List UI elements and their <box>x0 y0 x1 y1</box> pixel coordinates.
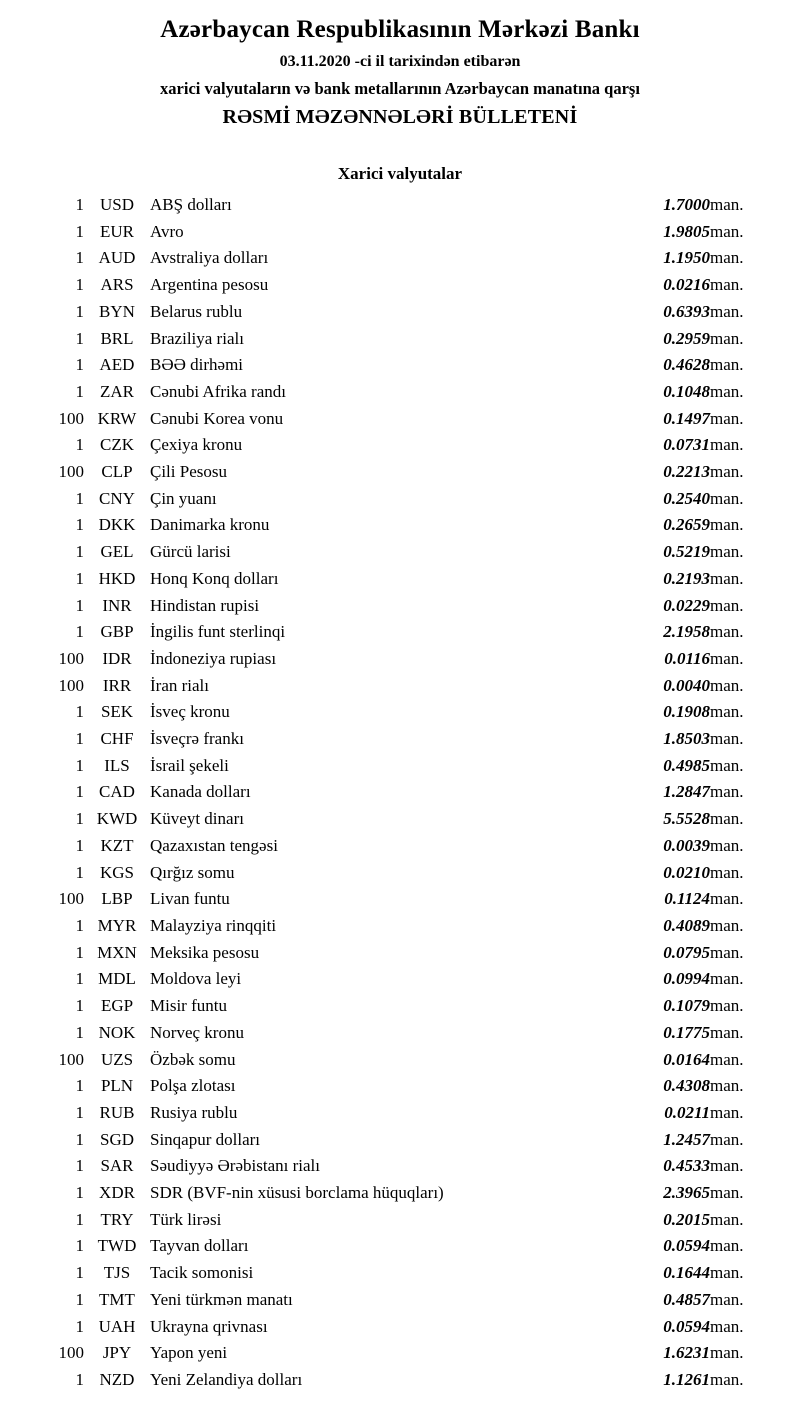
currency-unit: man. <box>710 1289 744 1309</box>
currency-unit: man. <box>710 1183 744 1203</box>
table-row <box>28 1340 772 1367</box>
table-row <box>28 1127 772 1154</box>
currency-name: Rusiya rublu <box>150 1102 238 1122</box>
currency-rate: 2.3965 <box>663 1183 710 1203</box>
currency-unit: man. <box>710 862 744 882</box>
currency-rate: 0.2959 <box>663 328 710 348</box>
table-row <box>28 245 772 272</box>
currency-unit: man. <box>710 675 744 695</box>
currency-code: UAH <box>98 1316 136 1336</box>
currency-code: XDR <box>99 1183 135 1203</box>
currency-rate: 0.0116 <box>664 648 710 668</box>
currency-rate: 1.7000 <box>663 195 710 214</box>
currency-quantity: 1 <box>75 1102 84 1122</box>
currency-unit: man. <box>710 542 744 562</box>
currency-quantity: 1 <box>75 1129 84 1149</box>
currency-code: BYN <box>99 301 135 321</box>
currency-name: Yapon yeni <box>150 1343 228 1363</box>
currency-rate: 0.5219 <box>663 542 710 562</box>
currency-code: KRW <box>97 408 137 428</box>
currency-name: Çexiya kronu <box>150 435 243 455</box>
currency-rate: 0.2659 <box>663 515 710 535</box>
section-title-foreign-currencies: Xarici valyutalar <box>337 164 463 183</box>
document-header <box>28 14 772 130</box>
table-row <box>28 726 772 753</box>
currency-code: NOK <box>98 1022 136 1042</box>
currency-rate: 1.2457 <box>663 1129 710 1149</box>
currency-code: CLP <box>101 462 133 482</box>
currency-unit: man. <box>710 195 744 214</box>
table-row <box>28 860 772 887</box>
currency-code: MXN <box>97 942 137 962</box>
currency-code: CHF <box>100 729 134 749</box>
currency-quantity: 1 <box>75 1369 84 1389</box>
currency-code: MDL <box>98 969 136 989</box>
currency-unit: man. <box>710 915 744 935</box>
document-subtitle: xarici valyutaların və bank metallarının Azərbaycan manatına qarşı <box>160 79 640 98</box>
currency-quantity: 1 <box>75 862 84 882</box>
currency-name: Braziliya rialı <box>150 328 244 348</box>
currency-name: Tacik somonisi <box>150 1263 254 1283</box>
currency-rate: 0.4533 <box>663 1156 710 1176</box>
currency-code: JPY <box>102 1343 132 1363</box>
table-row <box>28 1367 772 1394</box>
table-row <box>28 1233 772 1260</box>
currency-code: KZT <box>100 835 134 855</box>
currency-rate: 0.6393 <box>663 301 710 321</box>
currency-quantity: 100 <box>58 462 84 482</box>
currency-name: Çin yuanı <box>150 488 217 508</box>
currency-unit: man. <box>710 595 744 615</box>
currency-quantity: 100 <box>58 408 84 428</box>
currency-quantity: 1 <box>75 1156 84 1176</box>
currency-code: KGS <box>99 862 134 882</box>
currency-name: Avstraliya dolları <box>150 248 269 268</box>
currency-quantity: 1 <box>75 1209 84 1229</box>
currency-rate: 0.0164 <box>663 1049 710 1069</box>
currency-quantity: 1 <box>75 568 84 588</box>
currency-unit: man. <box>710 408 744 428</box>
currency-quantity: 100 <box>58 1343 84 1363</box>
currency-name: Çili Pesosu <box>150 462 227 482</box>
currency-code: ARS <box>100 275 134 295</box>
currency-unit: man. <box>710 488 744 508</box>
currency-rate: 0.0229 <box>663 595 710 615</box>
table-row <box>28 566 772 593</box>
currency-rate: 0.0594 <box>663 1316 710 1336</box>
currency-rate: 0.1908 <box>663 702 710 722</box>
currency-code: TRY <box>100 1209 134 1229</box>
currency-unit: man. <box>710 755 744 775</box>
currency-code: AUD <box>98 248 136 268</box>
currency-name: Kanada dolları <box>150 782 251 802</box>
currency-code: TJS <box>103 1263 131 1283</box>
currency-quantity: 1 <box>75 1289 84 1309</box>
currency-quantity: 1 <box>75 1076 84 1096</box>
currency-code: USD <box>99 195 134 214</box>
currency-unit: man. <box>710 435 744 455</box>
currency-code: DKK <box>98 515 136 535</box>
currency-rate: 2.1958 <box>663 622 710 642</box>
currency-code: CAD <box>99 782 135 802</box>
currency-unit: man. <box>710 835 744 855</box>
table-row <box>28 1314 772 1341</box>
currency-code: AED <box>99 355 135 375</box>
currency-code: LBP <box>101 889 133 909</box>
currency-code: RUB <box>99 1102 135 1122</box>
currency-rate: 0.2193 <box>663 568 710 588</box>
currency-code: UZS <box>100 1049 134 1069</box>
currency-unit: man. <box>710 702 744 722</box>
currency-rates-table <box>28 192 772 1394</box>
currency-name: Malayziya rinqqiti <box>150 915 277 935</box>
table-row <box>28 486 772 513</box>
currency-code: SAR <box>100 1156 134 1176</box>
currency-rate: 0.1079 <box>663 996 710 1016</box>
currency-quantity: 1 <box>75 328 84 348</box>
currency-rate: 0.0216 <box>663 275 710 295</box>
currency-rate: 0.0594 <box>663 1236 710 1256</box>
currency-rate: 0.1644 <box>663 1263 710 1283</box>
table-row <box>28 272 772 299</box>
table-row <box>28 432 772 459</box>
currency-unit: man. <box>710 1236 744 1256</box>
currency-unit: man. <box>710 1129 744 1149</box>
currency-rate: 0.4628 <box>663 355 710 375</box>
currency-unit: man. <box>710 1343 744 1363</box>
currency-unit: man. <box>710 889 744 909</box>
currency-rate: 0.0211 <box>664 1102 710 1122</box>
currency-code: CZK <box>100 435 134 455</box>
table-row <box>28 673 772 700</box>
currency-name: Gürcü larisi <box>150 542 231 562</box>
currency-code: GEL <box>100 542 134 562</box>
currency-rate: 0.4857 <box>663 1289 710 1309</box>
table-row <box>28 406 772 433</box>
table-row <box>28 352 772 379</box>
currency-code: HKD <box>98 568 136 588</box>
currency-name: Qırğız somu <box>150 862 235 882</box>
table-row <box>28 913 772 940</box>
currency-code: NZD <box>99 1369 135 1389</box>
currency-name: Sinqapur dolları <box>150 1129 261 1149</box>
currency-name: Polşa zlotası <box>150 1076 236 1096</box>
currency-name: Belarus rublu <box>150 301 243 321</box>
currency-quantity: 1 <box>75 729 84 749</box>
currency-code: MYR <box>97 915 137 935</box>
currency-name: İndoneziya rupiası <box>150 648 277 668</box>
currency-unit: man. <box>710 1049 744 1069</box>
table-row <box>28 886 772 913</box>
currency-code: CNY <box>99 488 135 508</box>
currency-quantity: 100 <box>58 675 84 695</box>
table-row <box>28 1180 772 1207</box>
currency-code: TWD <box>97 1236 137 1256</box>
currency-unit: man. <box>710 1316 744 1336</box>
currency-rate: 0.4308 <box>663 1076 710 1096</box>
currency-quantity: 1 <box>75 248 84 268</box>
currency-code: BRL <box>100 328 134 348</box>
currency-quantity: 100 <box>58 1049 84 1069</box>
bank-name-title: Azərbaycan Respublikasının Mərkəzi Bankı <box>160 16 640 43</box>
currency-unit: man. <box>710 221 744 241</box>
currency-unit: man. <box>710 969 744 989</box>
currency-rate: 0.1775 <box>663 1022 710 1042</box>
currency-quantity: 1 <box>75 515 84 535</box>
currency-code: IRR <box>102 675 132 695</box>
currency-rate: 1.8503 <box>663 729 710 749</box>
currency-quantity: 1 <box>75 755 84 775</box>
currency-code: TMT <box>99 1289 135 1309</box>
table-row <box>28 940 772 967</box>
table-row <box>28 512 772 539</box>
currency-code: PLN <box>100 1076 134 1096</box>
currency-rate: 1.6231 <box>663 1343 710 1363</box>
currency-code: GBP <box>100 622 134 642</box>
currency-quantity: 1 <box>75 782 84 802</box>
currency-quantity: 1 <box>75 1236 84 1256</box>
currency-name: Livan funtu <box>150 889 230 909</box>
currency-name: Argentina pesosu <box>150 275 269 295</box>
currency-name: Meksika pesosu <box>150 942 260 962</box>
currency-unit: man. <box>710 809 744 829</box>
currency-unit: man. <box>710 568 744 588</box>
currency-name: SDR (BVF-nin xüsusi borclama hüquqları) <box>150 1183 444 1203</box>
currency-unit: man. <box>710 996 744 1016</box>
currency-unit: man. <box>710 1209 744 1229</box>
currency-name: Ukrayna qrivnası <box>150 1316 268 1336</box>
currency-quantity: 1 <box>75 542 84 562</box>
currency-name: Moldova leyi <box>150 969 242 989</box>
currency-quantity: 1 <box>75 1263 84 1283</box>
currency-rate: 0.1124 <box>664 889 710 909</box>
currency-rate: 0.2015 <box>663 1209 710 1229</box>
currency-name: İsveçrə frankı <box>150 729 244 749</box>
currency-code: KWD <box>96 809 138 829</box>
currency-unit: man. <box>710 1022 744 1042</box>
currency-name: Tayvan dolları <box>150 1236 249 1256</box>
currency-name: Səudiyyə Ərəbistanı rialı <box>150 1156 320 1176</box>
currency-unit: man. <box>710 729 744 749</box>
currency-quantity: 1 <box>75 969 84 989</box>
currency-rate: 5.5528 <box>663 809 710 829</box>
bulletin-title: RƏSMİ MƏZƏNNƏLƏRİ BÜLLETENİ <box>222 106 578 128</box>
currency-unit: man. <box>710 1369 744 1389</box>
currency-rate: 0.0039 <box>663 835 710 855</box>
table-row <box>28 966 772 993</box>
currency-rate: 0.0040 <box>663 675 710 695</box>
currency-unit: man. <box>710 328 744 348</box>
currency-quantity: 1 <box>75 942 84 962</box>
currency-code: EGP <box>100 996 134 1016</box>
currency-unit: man. <box>710 648 744 668</box>
table-row <box>28 1100 772 1127</box>
currency-rate: 1.1261 <box>663 1369 710 1389</box>
currency-quantity: 1 <box>75 702 84 722</box>
currency-unit: man. <box>710 1263 744 1283</box>
currency-rate: 1.1950 <box>663 248 710 268</box>
currency-rate: 1.9805 <box>663 221 710 241</box>
table-row <box>28 219 772 246</box>
currency-code: EUR <box>100 221 134 241</box>
currency-unit: man. <box>710 462 744 482</box>
currency-quantity: 1 <box>75 595 84 615</box>
currency-rate: 0.4985 <box>663 755 710 775</box>
currency-rate: 0.1048 <box>663 381 710 401</box>
currency-name: Misir funtu <box>150 996 227 1016</box>
currency-rate: 0.2213 <box>663 462 710 482</box>
currency-unit: man. <box>710 275 744 295</box>
currency-unit: man. <box>710 301 744 321</box>
currency-quantity: 1 <box>75 622 84 642</box>
table-row <box>28 1287 772 1314</box>
currency-rate: 0.2540 <box>663 488 710 508</box>
currency-rate: 1.2847 <box>663 782 710 802</box>
currency-name: Özbək somu <box>150 1049 236 1069</box>
currency-unit: man. <box>710 1076 744 1096</box>
table-row <box>28 1020 772 1047</box>
table-row <box>28 1260 772 1287</box>
currency-unit: man. <box>710 1102 744 1122</box>
table-row <box>28 326 772 353</box>
currency-quantity: 1 <box>75 488 84 508</box>
currency-name: İngilis funt sterlinqi <box>150 622 286 642</box>
currency-name: Türk lirəsi <box>150 1209 222 1229</box>
table-row <box>28 379 772 406</box>
currency-quantity: 1 <box>75 221 84 241</box>
currency-unit: man. <box>710 248 744 268</box>
table-row <box>28 833 772 860</box>
currency-name: İsveç kronu <box>150 702 230 722</box>
currency-unit: man. <box>710 515 744 535</box>
table-row <box>28 593 772 620</box>
table-row <box>28 993 772 1020</box>
currency-code: IDR <box>102 648 132 668</box>
currency-quantity: 1 <box>75 996 84 1016</box>
currency-code: INR <box>102 595 132 615</box>
currency-rate: 0.1497 <box>663 408 710 428</box>
table-row <box>28 1207 772 1234</box>
currency-rate: 0.0795 <box>663 942 710 962</box>
currency-quantity: 1 <box>75 1022 84 1042</box>
currency-name: Danimarka kronu <box>150 515 270 535</box>
table-row <box>28 699 772 726</box>
currency-quantity: 100 <box>58 889 84 909</box>
currency-name: İran rialı <box>150 675 209 695</box>
currency-quantity: 1 <box>75 1316 84 1336</box>
currency-name: Honq Konq dolları <box>150 568 279 588</box>
currency-quantity: 1 <box>75 835 84 855</box>
currency-quantity: 1 <box>75 915 84 935</box>
currency-unit: man. <box>710 1156 744 1176</box>
table-row <box>28 539 772 566</box>
currency-quantity: 1 <box>75 355 84 375</box>
currency-unit: man. <box>710 381 744 401</box>
currency-unit: man. <box>710 782 744 802</box>
table-row <box>28 619 772 646</box>
currency-name: Cənubi Afrika randı <box>150 381 286 401</box>
currency-code: SGD <box>99 1129 134 1149</box>
table-row <box>28 753 772 780</box>
currency-name: Yeni Zelandiya dolları <box>150 1369 303 1389</box>
effective-date-line: 03.11.2020 -ci il tarixindən etibarən <box>279 53 521 70</box>
currency-name: Norveç kronu <box>150 1022 244 1042</box>
currency-name: ABŞ dolları <box>150 195 232 214</box>
currency-quantity: 1 <box>75 1183 84 1203</box>
currency-code: SEK <box>100 702 134 722</box>
currency-rate: 0.0994 <box>663 969 710 989</box>
currency-rate: 0.0731 <box>663 435 710 455</box>
currency-quantity: 100 <box>58 648 84 668</box>
currency-rate: 0.4089 <box>663 915 710 935</box>
currency-unit: man. <box>710 622 744 642</box>
table-row <box>28 806 772 833</box>
currency-rates-body <box>28 192 772 1394</box>
currency-quantity: 1 <box>75 381 84 401</box>
currency-name: İsrail şekeli <box>150 755 229 775</box>
currency-unit: man. <box>710 942 744 962</box>
currency-quantity: 1 <box>75 275 84 295</box>
table-row <box>28 459 772 486</box>
currency-name: Avro <box>150 221 184 241</box>
currency-unit: man. <box>710 355 744 375</box>
table-row <box>28 1153 772 1180</box>
currency-name: Hindistan rupisi <box>150 595 260 615</box>
table-row <box>28 192 772 219</box>
currency-name: Qazaxıstan tengəsi <box>150 835 278 855</box>
table-row <box>28 779 772 806</box>
currency-name: Yeni türkmən manatı <box>150 1289 293 1309</box>
table-row <box>28 299 772 326</box>
currency-quantity: 1 <box>75 301 84 321</box>
currency-quantity: 1 <box>75 195 84 214</box>
currency-quantity: 1 <box>75 435 84 455</box>
table-row <box>28 1047 772 1074</box>
table-row <box>28 1073 772 1100</box>
currency-code: ILS <box>104 755 130 775</box>
currency-name: Küveyt dinarı <box>150 809 244 829</box>
currency-name: BƏƏ dirhəmi <box>150 355 244 375</box>
currency-rate: 0.0210 <box>663 862 710 882</box>
currency-name: Cənubi Korea vonu <box>150 408 284 428</box>
currency-quantity: 1 <box>75 809 84 829</box>
table-row <box>28 646 772 673</box>
currency-code: ZAR <box>100 381 134 401</box>
